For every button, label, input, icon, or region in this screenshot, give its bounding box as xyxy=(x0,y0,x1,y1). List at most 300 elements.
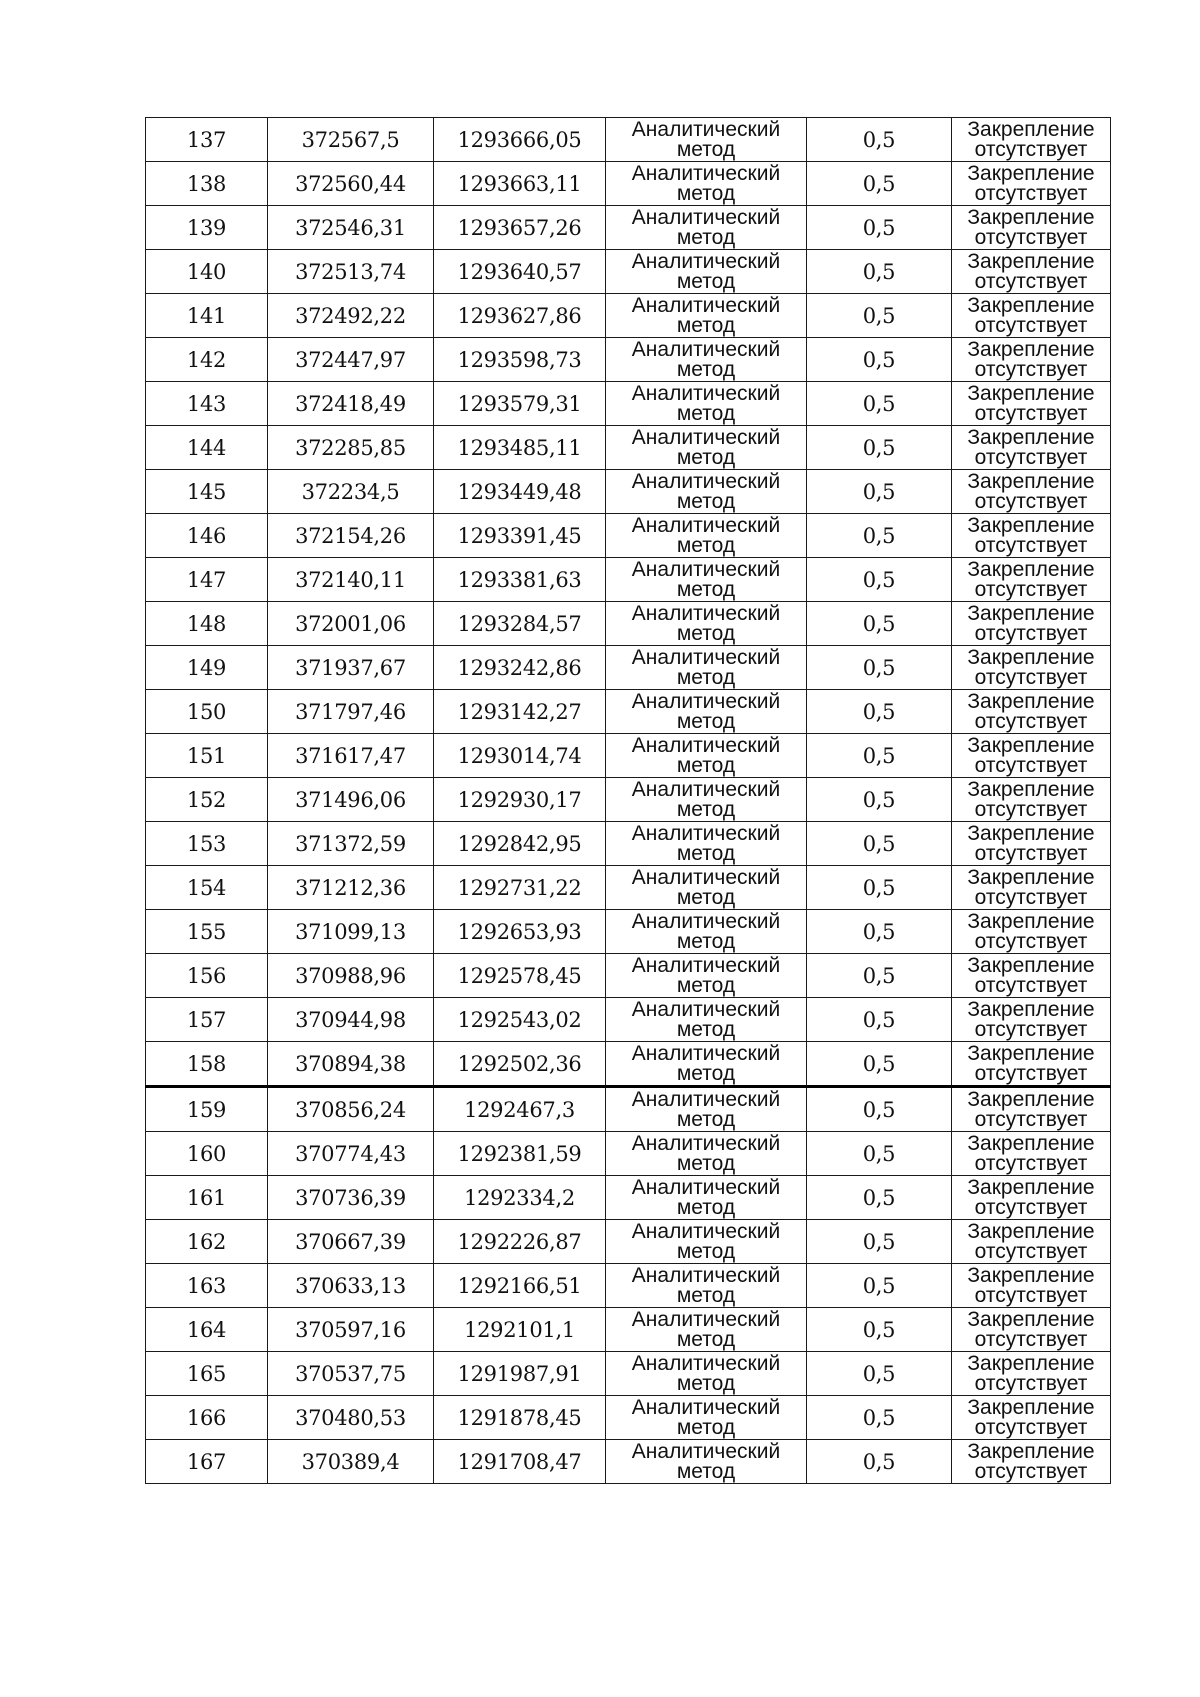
accuracy-cell: 0,5 xyxy=(807,1132,952,1176)
y-coordinate-cell: 1292731,22 xyxy=(434,866,606,910)
y-coordinate-cell: 1293142,27 xyxy=(434,690,606,734)
y-coordinate-cell: 1293242,86 xyxy=(434,646,606,690)
method-cell xyxy=(606,866,807,910)
method-cell xyxy=(606,294,807,338)
method-cell xyxy=(606,470,807,514)
y-coordinate-cell: 1293663,11 xyxy=(434,162,606,206)
method-cell-line-2: метод xyxy=(676,137,736,161)
fixing-cell-line-1: Закрепление xyxy=(967,733,1095,757)
fixing-cell xyxy=(952,646,1111,690)
method-cell-line-1: Аналитический xyxy=(631,777,781,801)
x-coordinate-cell: 370537,75 xyxy=(268,1352,434,1396)
accuracy-cell: 0,5 xyxy=(807,646,952,690)
table-row xyxy=(146,1220,1111,1264)
y-coordinate-cell: 1292101,1 xyxy=(434,1308,606,1352)
method-cell-line-1: Аналитический xyxy=(631,821,781,845)
fixing-cell-line-2: отсутствует xyxy=(974,1327,1088,1351)
x-coordinate-cell: 370856,24 xyxy=(268,1087,434,1132)
method-cell-line-1: Аналитический xyxy=(631,249,781,273)
point-number-cell: 147 xyxy=(146,558,268,602)
fixing-cell-line-1: Закрепление xyxy=(967,1131,1095,1155)
fixing-cell-line-1: Закрепление xyxy=(967,117,1095,141)
method-cell-line-2: метод xyxy=(676,1415,736,1439)
accuracy-cell: 0,5 xyxy=(807,426,952,470)
fixing-cell-line-2: отсутствует xyxy=(974,401,1088,425)
method-cell xyxy=(606,1176,807,1220)
method-cell-line-2: метод xyxy=(676,841,736,865)
x-coordinate-cell: 372513,74 xyxy=(268,250,434,294)
method-cell-line-1: Аналитический xyxy=(631,1351,781,1375)
method-cell-line-1: Аналитический xyxy=(631,425,781,449)
point-number-cell: 151 xyxy=(146,734,268,778)
method-cell xyxy=(606,514,807,558)
method-cell-line-1: Аналитический xyxy=(631,733,781,757)
y-coordinate-cell: 1293391,45 xyxy=(434,514,606,558)
accuracy-cell: 0,5 xyxy=(807,558,952,602)
accuracy-cell: 0,5 xyxy=(807,470,952,514)
method-cell-line-1: Аналитический xyxy=(631,293,781,317)
method-cell-line-2: метод xyxy=(676,797,736,821)
point-number-cell: 144 xyxy=(146,426,268,470)
point-number-cell: 159 xyxy=(146,1087,268,1132)
accuracy-cell: 0,5 xyxy=(807,294,952,338)
table-row xyxy=(146,470,1111,514)
method-cell xyxy=(606,954,807,998)
accuracy-cell: 0,5 xyxy=(807,1176,952,1220)
x-coordinate-cell: 370988,96 xyxy=(268,954,434,998)
y-coordinate-cell: 1293598,73 xyxy=(434,338,606,382)
table-row xyxy=(146,910,1111,954)
table-row xyxy=(146,1264,1111,1308)
x-coordinate-cell: 370480,53 xyxy=(268,1396,434,1440)
fixing-cell-line-1: Закрепление xyxy=(967,601,1095,625)
method-cell-line-1: Аналитический xyxy=(631,1395,781,1419)
method-cell xyxy=(606,1264,807,1308)
accuracy-cell: 0,5 xyxy=(807,118,952,162)
table-row xyxy=(146,426,1111,470)
point-number-cell: 155 xyxy=(146,910,268,954)
x-coordinate-cell: 372560,44 xyxy=(268,162,434,206)
fixing-cell xyxy=(952,1220,1111,1264)
x-coordinate-cell: 370736,39 xyxy=(268,1176,434,1220)
method-cell xyxy=(606,1132,807,1176)
accuracy-cell: 0,5 xyxy=(807,382,952,426)
x-coordinate-cell: 372001,06 xyxy=(268,602,434,646)
point-number-cell: 154 xyxy=(146,866,268,910)
fixing-cell-line-2: отсутствует xyxy=(974,577,1088,601)
y-coordinate-cell: 1293657,26 xyxy=(434,206,606,250)
point-number-cell: 138 xyxy=(146,162,268,206)
x-coordinate-cell: 372492,22 xyxy=(268,294,434,338)
table-row xyxy=(146,206,1111,250)
y-coordinate-cell: 1292226,87 xyxy=(434,1220,606,1264)
fixing-cell-line-1: Закрепление xyxy=(967,1395,1095,1419)
fixing-cell-line-2: отсутствует xyxy=(974,181,1088,205)
fixing-cell-line-1: Закрепление xyxy=(967,997,1095,1021)
fixing-cell xyxy=(952,250,1111,294)
method-cell-line-1: Аналитический xyxy=(631,1175,781,1199)
point-number-cell: 139 xyxy=(146,206,268,250)
method-cell xyxy=(606,778,807,822)
y-coordinate-cell: 1292166,51 xyxy=(434,1264,606,1308)
fixing-cell xyxy=(952,294,1111,338)
table-row xyxy=(146,778,1111,822)
method-cell xyxy=(606,822,807,866)
method-cell-line-1: Аналитический xyxy=(631,337,781,361)
fixing-cell xyxy=(952,118,1111,162)
fixing-cell-line-2: отсутствует xyxy=(974,929,1088,953)
x-coordinate-cell: 371617,47 xyxy=(268,734,434,778)
method-cell-line-2: метод xyxy=(676,1327,736,1351)
accuracy-cell: 0,5 xyxy=(807,822,952,866)
point-number-cell: 150 xyxy=(146,690,268,734)
y-coordinate-cell: 1291878,45 xyxy=(434,1396,606,1440)
y-coordinate-cell: 1293666,05 xyxy=(434,118,606,162)
point-number-cell: 137 xyxy=(146,118,268,162)
fixing-cell-line-2: отсутствует xyxy=(974,709,1088,733)
fixing-cell xyxy=(952,514,1111,558)
fixing-cell-line-1: Закрепление xyxy=(967,161,1095,185)
y-coordinate-cell: 1293014,74 xyxy=(434,734,606,778)
method-cell-line-2: метод xyxy=(676,181,736,205)
fixing-cell xyxy=(952,1396,1111,1440)
method-cell-line-2: метод xyxy=(676,973,736,997)
point-number-cell: 161 xyxy=(146,1176,268,1220)
fixing-cell-line-2: отсутствует xyxy=(974,797,1088,821)
x-coordinate-cell: 371372,59 xyxy=(268,822,434,866)
fixing-cell-line-1: Закрепление xyxy=(967,865,1095,889)
fixing-cell xyxy=(952,162,1111,206)
method-cell xyxy=(606,1440,807,1484)
accuracy-cell: 0,5 xyxy=(807,338,952,382)
method-cell-line-1: Аналитический xyxy=(631,1439,781,1463)
accuracy-cell: 0,5 xyxy=(807,954,952,998)
fixing-cell-line-1: Закрепление xyxy=(967,689,1095,713)
x-coordinate-cell: 372546,31 xyxy=(268,206,434,250)
method-cell xyxy=(606,1042,807,1087)
x-coordinate-cell: 370667,39 xyxy=(268,1220,434,1264)
method-cell xyxy=(606,206,807,250)
fixing-cell-line-1: Закрепление xyxy=(967,821,1095,845)
method-cell-line-2: метод xyxy=(676,225,736,249)
point-number-cell: 145 xyxy=(146,470,268,514)
table-row xyxy=(146,118,1111,162)
fixing-cell-line-1: Закрепление xyxy=(967,777,1095,801)
fixing-cell xyxy=(952,470,1111,514)
point-number-cell: 140 xyxy=(146,250,268,294)
method-cell-line-2: метод xyxy=(676,1107,736,1131)
fixing-cell xyxy=(952,1264,1111,1308)
y-coordinate-cell: 1292930,17 xyxy=(434,778,606,822)
point-number-cell: 158 xyxy=(146,1042,268,1087)
method-cell-line-1: Аналитический xyxy=(631,997,781,1021)
y-coordinate-cell: 1293627,86 xyxy=(434,294,606,338)
fixing-cell-line-1: Закрепление xyxy=(967,1175,1095,1199)
fixing-cell xyxy=(952,866,1111,910)
fixing-cell-line-2: отсутствует xyxy=(974,1107,1088,1131)
fixing-cell-line-2: отсутствует xyxy=(974,753,1088,777)
fixing-cell-line-1: Закрепление xyxy=(967,469,1095,493)
method-cell xyxy=(606,162,807,206)
method-cell-line-1: Аналитический xyxy=(631,865,781,889)
method-cell-line-2: метод xyxy=(676,1061,736,1085)
fixing-cell-line-2: отсутствует xyxy=(974,1061,1088,1085)
fixing-cell-line-2: отсутствует xyxy=(974,1195,1088,1219)
fixing-cell xyxy=(952,206,1111,250)
accuracy-cell: 0,5 xyxy=(807,1440,952,1484)
fixing-cell xyxy=(952,382,1111,426)
method-cell xyxy=(606,690,807,734)
method-cell-line-2: метод xyxy=(676,313,736,337)
accuracy-cell: 0,5 xyxy=(807,602,952,646)
fixing-cell xyxy=(952,998,1111,1042)
accuracy-cell: 0,5 xyxy=(807,690,952,734)
method-cell-line-1: Аналитический xyxy=(631,381,781,405)
fixing-cell-line-1: Закрепление xyxy=(967,205,1095,229)
y-coordinate-cell: 1291987,91 xyxy=(434,1352,606,1396)
method-cell-line-2: метод xyxy=(676,753,736,777)
accuracy-cell: 0,5 xyxy=(807,206,952,250)
fixing-cell-line-2: отсутствует xyxy=(974,445,1088,469)
table-row xyxy=(146,998,1111,1042)
fixing-cell-line-2: отсутствует xyxy=(974,1239,1088,1263)
x-coordinate-cell: 372140,11 xyxy=(268,558,434,602)
point-number-cell: 164 xyxy=(146,1308,268,1352)
point-number-cell: 165 xyxy=(146,1352,268,1396)
point-number-cell: 148 xyxy=(146,602,268,646)
y-coordinate-cell: 1293640,57 xyxy=(434,250,606,294)
fixing-cell xyxy=(952,1308,1111,1352)
fixing-cell-line-1: Закрепление xyxy=(967,381,1095,405)
table-row xyxy=(146,338,1111,382)
x-coordinate-cell: 370633,13 xyxy=(268,1264,434,1308)
fixing-cell-line-2: отсутствует xyxy=(974,1017,1088,1041)
x-coordinate-cell: 371496,06 xyxy=(268,778,434,822)
fixing-cell-line-1: Закрепление xyxy=(967,249,1095,273)
point-number-cell: 149 xyxy=(146,646,268,690)
fixing-cell-line-2: отсутствует xyxy=(974,357,1088,381)
fixing-cell xyxy=(952,602,1111,646)
fixing-cell-line-1: Закрепление xyxy=(967,513,1095,537)
fixing-cell-line-2: отсутствует xyxy=(974,973,1088,997)
table-row xyxy=(146,822,1111,866)
coordinates-table xyxy=(145,117,1111,1484)
fixing-cell xyxy=(952,954,1111,998)
table-row xyxy=(146,1087,1111,1132)
fixing-cell-line-1: Закрепление xyxy=(967,425,1095,449)
fixing-cell-line-2: отсутствует xyxy=(974,1283,1088,1307)
table-row xyxy=(146,294,1111,338)
fixing-cell-line-2: отсутствует xyxy=(974,269,1088,293)
fixing-cell-line-2: отсутствует xyxy=(974,885,1088,909)
table-row xyxy=(146,1440,1111,1484)
fixing-cell-line-1: Закрепление xyxy=(967,1087,1095,1111)
point-number-cell: 143 xyxy=(146,382,268,426)
table-row xyxy=(146,162,1111,206)
table-row xyxy=(146,646,1111,690)
point-number-cell: 152 xyxy=(146,778,268,822)
table-row xyxy=(146,250,1111,294)
method-cell-line-1: Аналитический xyxy=(631,1041,781,1065)
fixing-cell-line-2: отсутствует xyxy=(974,137,1088,161)
method-cell-line-1: Аналитический xyxy=(631,117,781,141)
method-cell-line-1: Аналитический xyxy=(631,601,781,625)
method-cell-line-2: метод xyxy=(676,1371,736,1395)
y-coordinate-cell: 1292502,36 xyxy=(434,1042,606,1087)
fixing-cell-line-2: отсутствует xyxy=(974,313,1088,337)
method-cell-line-2: метод xyxy=(676,1459,736,1483)
fixing-cell-line-1: Закрепление xyxy=(967,645,1095,669)
fixing-cell xyxy=(952,426,1111,470)
x-coordinate-cell: 372447,97 xyxy=(268,338,434,382)
point-number-cell: 153 xyxy=(146,822,268,866)
fixing-cell xyxy=(952,1440,1111,1484)
fixing-cell-line-2: отсутствует xyxy=(974,665,1088,689)
table-row xyxy=(146,382,1111,426)
x-coordinate-cell: 371212,36 xyxy=(268,866,434,910)
method-cell-line-1: Аналитический xyxy=(631,161,781,185)
method-cell-line-2: метод xyxy=(676,665,736,689)
method-cell-line-2: метод xyxy=(676,709,736,733)
method-cell xyxy=(606,250,807,294)
x-coordinate-cell: 370774,43 xyxy=(268,1132,434,1176)
method-cell-line-1: Аналитический xyxy=(631,1131,781,1155)
accuracy-cell: 0,5 xyxy=(807,1308,952,1352)
accuracy-cell: 0,5 xyxy=(807,162,952,206)
method-cell xyxy=(606,602,807,646)
method-cell-line-1: Аналитический xyxy=(631,1263,781,1287)
fixing-cell-line-2: отсутствует xyxy=(974,1415,1088,1439)
method-cell-line-2: метод xyxy=(676,1151,736,1175)
table-row xyxy=(146,690,1111,734)
accuracy-cell: 0,5 xyxy=(807,866,952,910)
accuracy-cell: 0,5 xyxy=(807,734,952,778)
table-body xyxy=(146,118,1111,1484)
fixing-cell xyxy=(952,1352,1111,1396)
y-coordinate-cell: 1292842,95 xyxy=(434,822,606,866)
table-row xyxy=(146,1396,1111,1440)
fixing-cell xyxy=(952,690,1111,734)
method-cell xyxy=(606,426,807,470)
fixing-cell-line-1: Закрепление xyxy=(967,1041,1095,1065)
fixing-cell xyxy=(952,734,1111,778)
fixing-cell-line-2: отсутствует xyxy=(974,621,1088,645)
method-cell xyxy=(606,646,807,690)
x-coordinate-cell: 370597,16 xyxy=(268,1308,434,1352)
accuracy-cell: 0,5 xyxy=(807,910,952,954)
fixing-cell-line-2: отсутствует xyxy=(974,1371,1088,1395)
accuracy-cell: 0,5 xyxy=(807,1352,952,1396)
method-cell-line-1: Аналитический xyxy=(631,513,781,537)
fixing-cell-line-1: Закрепление xyxy=(967,1439,1095,1463)
accuracy-cell: 0,5 xyxy=(807,250,952,294)
method-cell xyxy=(606,118,807,162)
method-cell-line-2: метод xyxy=(676,489,736,513)
method-cell xyxy=(606,1352,807,1396)
method-cell-line-1: Аналитический xyxy=(631,645,781,669)
fixing-cell-line-1: Закрепление xyxy=(967,953,1095,977)
table-row xyxy=(146,514,1111,558)
method-cell xyxy=(606,338,807,382)
y-coordinate-cell: 1292467,3 xyxy=(434,1087,606,1132)
method-cell xyxy=(606,382,807,426)
method-cell-line-1: Аналитический xyxy=(631,1219,781,1243)
method-cell-line-2: метод xyxy=(676,1239,736,1263)
fixing-cell-line-2: отсутствует xyxy=(974,225,1088,249)
method-cell xyxy=(606,734,807,778)
method-cell-line-1: Аналитический xyxy=(631,557,781,581)
accuracy-cell: 0,5 xyxy=(807,514,952,558)
x-coordinate-cell: 372154,26 xyxy=(268,514,434,558)
method-cell-line-1: Аналитический xyxy=(631,205,781,229)
x-coordinate-cell: 372418,49 xyxy=(268,382,434,426)
method-cell-line-2: метод xyxy=(676,269,736,293)
method-cell-line-2: метод xyxy=(676,1283,736,1307)
x-coordinate-cell: 371797,46 xyxy=(268,690,434,734)
method-cell-line-2: метод xyxy=(676,929,736,953)
fixing-cell-line-1: Закрепление xyxy=(967,293,1095,317)
table-row xyxy=(146,602,1111,646)
table-row xyxy=(146,734,1111,778)
fixing-cell-line-1: Закрепление xyxy=(967,1263,1095,1287)
method-cell-line-2: метод xyxy=(676,533,736,557)
method-cell xyxy=(606,1396,807,1440)
fixing-cell-line-2: отсутствует xyxy=(974,1151,1088,1175)
table-row xyxy=(146,1352,1111,1396)
point-number-cell: 166 xyxy=(146,1396,268,1440)
fixing-cell-line-2: отсутствует xyxy=(974,841,1088,865)
x-coordinate-cell: 371099,13 xyxy=(268,910,434,954)
point-number-cell: 163 xyxy=(146,1264,268,1308)
accuracy-cell: 0,5 xyxy=(807,778,952,822)
x-coordinate-cell: 370389,4 xyxy=(268,1440,434,1484)
fixing-cell-line-1: Закрепление xyxy=(967,1307,1095,1331)
method-cell xyxy=(606,910,807,954)
fixing-cell-line-2: отсутствует xyxy=(974,489,1088,513)
fixing-cell xyxy=(952,910,1111,954)
x-coordinate-cell: 370944,98 xyxy=(268,998,434,1042)
fixing-cell xyxy=(952,1042,1111,1087)
accuracy-cell: 0,5 xyxy=(807,998,952,1042)
fixing-cell xyxy=(952,338,1111,382)
x-coordinate-cell: 372285,85 xyxy=(268,426,434,470)
fixing-cell-line-1: Закрепление xyxy=(967,337,1095,361)
fixing-cell xyxy=(952,1176,1111,1220)
y-coordinate-cell: 1292543,02 xyxy=(434,998,606,1042)
method-cell-line-2: метод xyxy=(676,1017,736,1041)
y-coordinate-cell: 1293579,31 xyxy=(434,382,606,426)
method-cell-line-2: метод xyxy=(676,357,736,381)
fixing-cell-line-1: Закрепление xyxy=(967,1351,1095,1375)
fixing-cell xyxy=(952,1087,1111,1132)
accuracy-cell: 0,5 xyxy=(807,1220,952,1264)
method-cell-line-1: Аналитический xyxy=(631,909,781,933)
method-cell-line-2: метод xyxy=(676,401,736,425)
accuracy-cell: 0,5 xyxy=(807,1264,952,1308)
point-number-cell: 162 xyxy=(146,1220,268,1264)
fixing-cell xyxy=(952,558,1111,602)
point-number-cell: 157 xyxy=(146,998,268,1042)
fixing-cell-line-2: отсутствует xyxy=(974,1459,1088,1483)
accuracy-cell: 0,5 xyxy=(807,1042,952,1087)
fixing-cell-line-1: Закрепление xyxy=(967,1219,1095,1243)
fixing-cell-line-1: Закрепление xyxy=(967,557,1095,581)
method-cell xyxy=(606,998,807,1042)
accuracy-cell: 0,5 xyxy=(807,1396,952,1440)
point-number-cell: 146 xyxy=(146,514,268,558)
table-row xyxy=(146,1176,1111,1220)
method-cell-line-2: метод xyxy=(676,445,736,469)
